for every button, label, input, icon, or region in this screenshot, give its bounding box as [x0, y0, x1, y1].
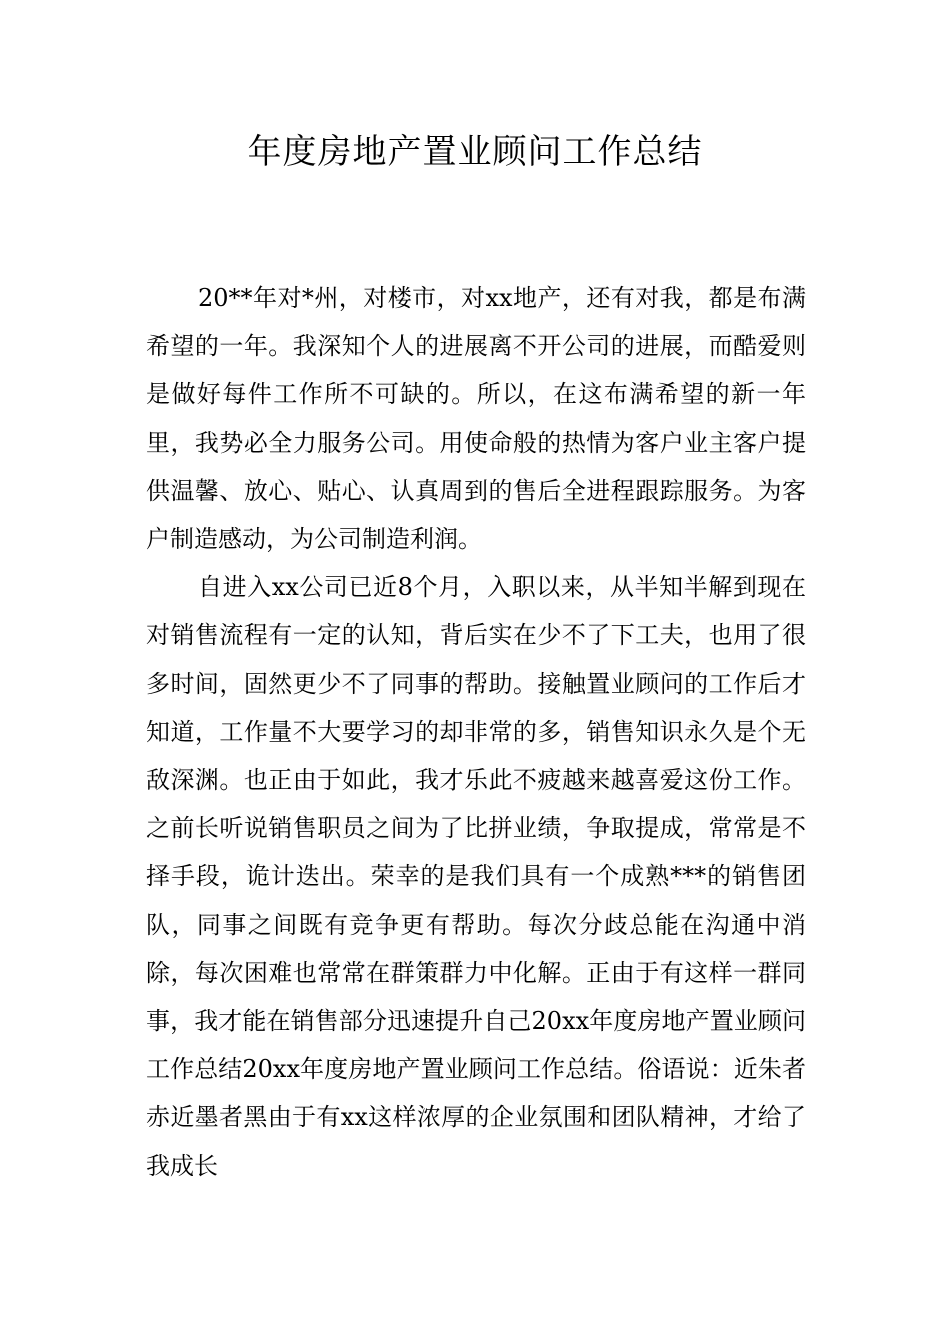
document-body	[146, 274, 806, 1190]
paragraph-1: 20**年对*州，对楼市，对xx地产，还有对我，都是布满希望的一年。我深知个人的进展离不开公司的进展，而酷爱则是做好每件工作所不可缺的。所以，在这布满希望的新一年里，我势必全力服务公司。用使命般的热情为客户业主客户提供温馨、放心、贴心、认真周到的售后全进程跟踪服务。为客户制造感动，为公司制造利润。	[146, 284, 806, 554]
paragraph-2: 自进入xx公司已近8个月，入职以来，从半知半解到现在对销售流程有一定的认知，背后实在少不了下工夫，也用了很多时间，固然更少不了同事的帮助。接触置业顾问的工作后才知道，工作量不大要学习的却非常的多，销售知识永久是个无敌深渊。也正由于如此，我才乐此不疲越来越喜爱这份工作。之前长听说销售职员之间为了比拼业绩，争取提成，常常是不择手段，诡计迭出。荣幸的是我们具有一个成熟***的销售团队，同事之间既有竞争更有帮助。每次分歧总能在沟通中消除，每次困难也常常在群策群力中化解。正由于有这样一群同事，我才能在销售部分迅速提升自己20xx年度房地产置业顾问工作总结20xx年度房地产置业顾问工作总结。俗语说：近朱者赤近墨者黑由于有xx这样浓厚的企业氛围和团队精神，才给了我成长	[146, 573, 806, 1180]
document-title: 年度房地产置业顾问工作总结	[247, 132, 703, 172]
